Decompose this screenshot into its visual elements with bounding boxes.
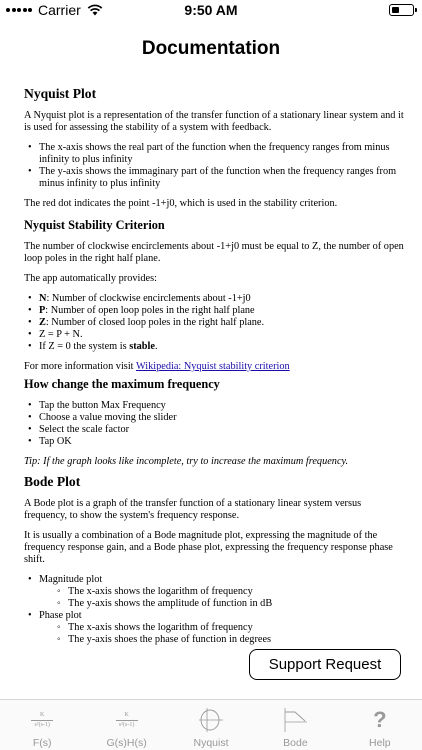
list-item: ◦ The y-axis shoes the phase of function in degrees <box>53 634 406 646</box>
nyquist-heading: Nyquist Plot <box>24 86 97 101</box>
phase-plot-label: Phase plot <box>39 610 82 621</box>
stable-prefix: If Z = 0 the system is <box>39 341 130 352</box>
criterion-list <box>24 293 406 353</box>
tab-label: Nyquist <box>193 737 229 749</box>
tab-help[interactable] <box>338 700 422 750</box>
term-n-desc: : Number of clockwise encirclements about -1+j0 <box>46 293 251 304</box>
list-item: • Tap OK <box>24 436 406 448</box>
max-frequency-steps <box>24 400 406 448</box>
stable-word: stable <box>129 341 155 352</box>
list-item: ◦ The x-axis shows the logarithm of frequency <box>53 586 406 598</box>
list-item <box>24 574 406 610</box>
list-item: ◦ The y-axis shows the amplitude of function in dB <box>53 598 406 610</box>
tab-bar <box>0 699 422 750</box>
tab-nyquist[interactable] <box>169 700 253 750</box>
tab-gshs[interactable] <box>84 700 168 750</box>
transfer-function-icon <box>0 706 84 734</box>
nyquist-intro: A Nyquist plot is a representation of the transfer function of a stationary linear system and it is used for assessing the stability of a system with feedback. <box>24 110 404 133</box>
bode-plot-icon <box>253 706 337 734</box>
help-icon <box>338 706 422 734</box>
bode-combo: It is usually a combination of a Bode magnitude plot, expressing the magnitude of the frequency response gain, and a Bode phase plot, expressing the frequency response phase shift. <box>24 530 393 565</box>
help-glyph: ? <box>373 707 387 732</box>
more-info-prefix: For more information visit <box>24 361 136 372</box>
wikipedia-link[interactable]: Wikipedia: Nyquist stability criterion <box>135 361 290 372</box>
magnitude-plot-label: Magnitude plot <box>39 574 103 585</box>
list-item: • The x-axis shows the real part of the function when the frequency ranges from minus infinity to plus infinity <box>24 142 406 166</box>
stable-suffix: . <box>154 341 158 352</box>
term-p: P <box>39 305 46 316</box>
list-item <box>24 293 406 305</box>
formula: Z = P + N. <box>39 329 83 340</box>
list-item: ◦ The x-axis shows the logarithm of frequency <box>53 622 406 634</box>
tab-fs[interactable] <box>0 700 84 750</box>
status-bar <box>0 0 422 22</box>
provides-text: The app automatically provides: <box>24 273 157 284</box>
list-item <box>24 305 406 317</box>
tab-label: Help <box>369 737 391 749</box>
fraction-numerator: K <box>124 711 129 718</box>
carrier-label: Carrier <box>38 2 81 18</box>
fraction-denominator: s²(s-1) <box>118 721 135 728</box>
tab-label: G(s)H(s) <box>106 737 147 749</box>
list-item <box>24 610 406 646</box>
phase-sublist <box>39 622 406 646</box>
term-z-desc: : Number of closed loop poles in the right half plane. <box>45 317 265 328</box>
documentation-content <box>24 86 406 646</box>
list-item <box>24 317 406 329</box>
magnitude-sublist <box>39 586 406 610</box>
term-n: N <box>39 293 47 304</box>
list-item: • Choose a value moving the slider <box>24 412 406 424</box>
list-item: • Select the scale factor <box>24 424 406 436</box>
criterion-text: The number of clockwise encirclements about -1+j0 must be equal to Z, the number of open loop poles in the right half plane. <box>24 241 404 264</box>
tab-bode[interactable] <box>253 700 337 750</box>
open-loop-function-icon <box>84 706 168 734</box>
status-time: 9:50 AM <box>184 2 238 18</box>
more-info-text <box>24 361 406 373</box>
list-item: • Tap the button Max Frequency <box>24 400 406 412</box>
criterion-heading: Nyquist Stability Criterion <box>24 218 165 232</box>
bode-heading: Bode Plot <box>24 474 81 489</box>
page-title: Documentation <box>141 38 281 59</box>
bode-plot-list <box>24 574 406 646</box>
battery-icon <box>389 4 414 16</box>
term-z: Z <box>39 317 46 328</box>
nyquist-axis-list <box>24 142 406 190</box>
formula-line <box>24 329 406 341</box>
tip-text: Tip: If the graph looks like incomplete, try to increase the maximum frequency. <box>24 456 349 467</box>
tab-label: F(s) <box>32 737 52 749</box>
max-frequency-heading: How change the maximum frequency <box>24 377 220 391</box>
bode-intro: A Bode plot is a graph of the transfer function of a stationary linear system versus frequency, to show the system's frequency response. <box>24 498 362 521</box>
tab-label: Bode <box>283 737 308 749</box>
list-item: • The y-axis shows the immaginary part of the function when the frequency ranges from minus infinity to plus infinity <box>24 166 406 190</box>
fraction-denominator: s²(s-1) <box>34 721 50 728</box>
stable-line <box>24 341 406 353</box>
fraction-numerator: K <box>40 711 45 718</box>
term-p-desc: : Number of open loop poles in the right half plane <box>45 305 255 316</box>
red-dot-note: The red dot indicates the point -1+j0, which is used in the stability criterion. <box>24 198 338 209</box>
nyquist-plot-icon <box>169 706 253 734</box>
support-request-button[interactable]: Support Request <box>249 649 401 680</box>
